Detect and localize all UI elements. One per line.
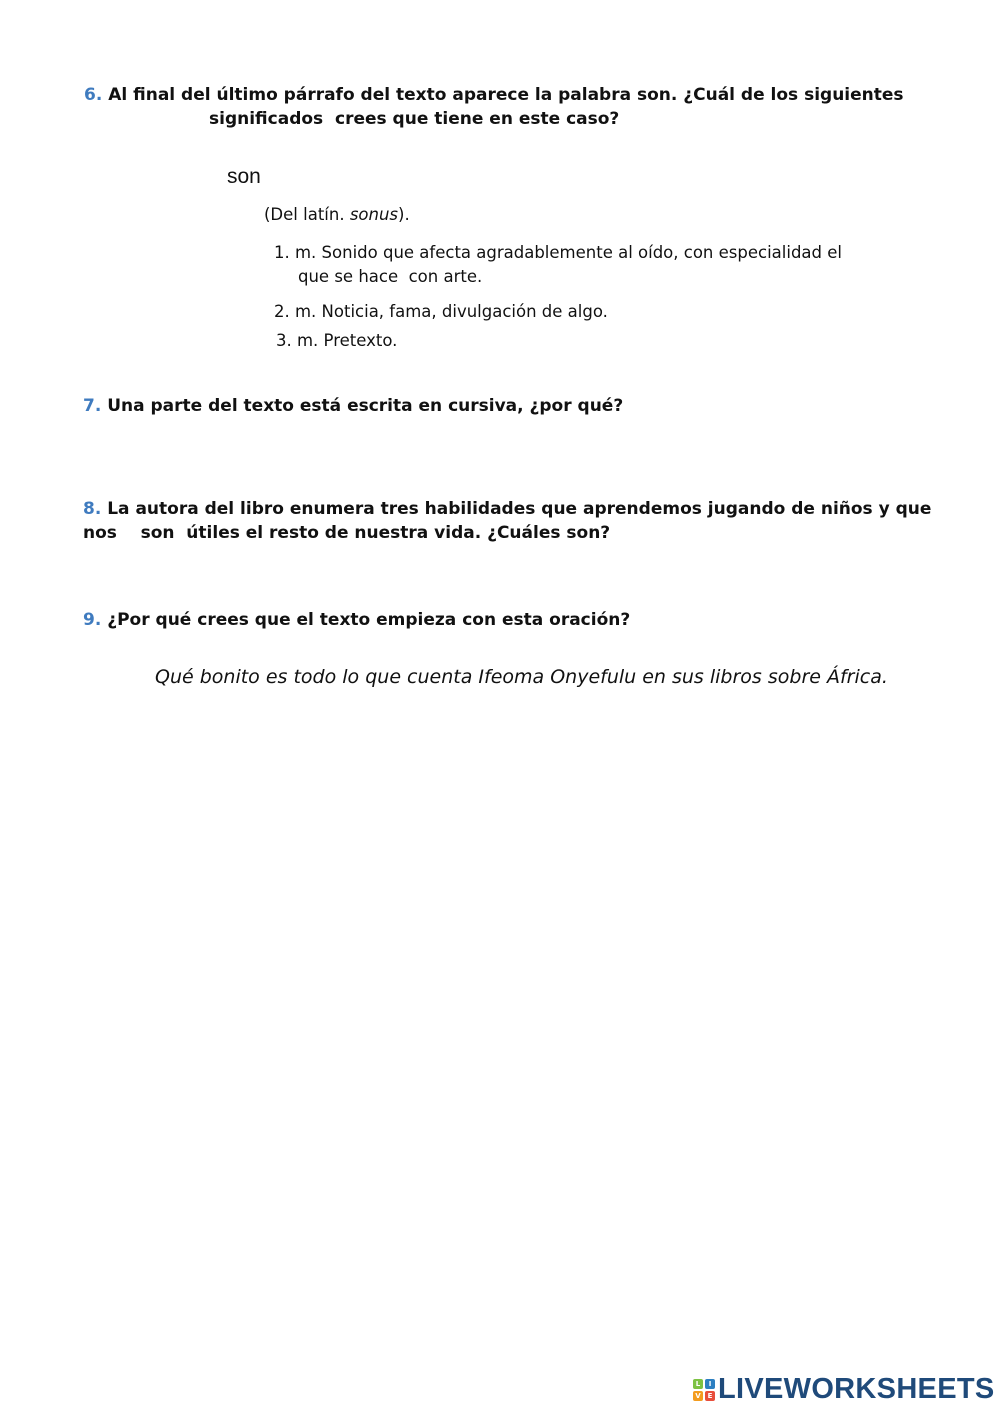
dictionary-definition-3: 3. m. Pretexto.: [276, 331, 398, 350]
dictionary-definition-1-line2: que se hace con arte.: [298, 267, 483, 286]
dictionary-definition-1-line1: 1. m. Sonido que afecta agradablemente al oído, con especialidad el: [274, 243, 842, 262]
liveworksheets-logo-icon: [693, 1379, 715, 1401]
dictionary-definition-2: 2. m. Noticia, fama, divulgación de algo.: [274, 302, 608, 321]
liveworksheets-brand: [693, 1373, 995, 1406]
logo-letter-l: L: [693, 1379, 703, 1389]
logo-letter-i: I: [705, 1379, 715, 1389]
question-7-text: Una parte del texto está escrita en cursiva, ¿por qué?: [107, 396, 624, 416]
question-9-text: ¿Por qué crees que el texto empieza con esta oración?: [107, 610, 631, 630]
logo-letter-e: E: [705, 1391, 715, 1401]
question-8-number: 8.: [83, 499, 102, 519]
dictionary-etymology: (Del latín. sonus).: [264, 205, 410, 224]
question-6-number: 6.: [84, 85, 103, 105]
dictionary-headword: son: [227, 165, 261, 188]
question-6-line2: significados crees que tiene en este caso?: [209, 109, 620, 129]
question-6-line1: 6. Al final del último párrafo del texto aparece la palabra son. ¿Cuál de los siguientes: [84, 85, 904, 105]
question-8-line2: nos son útiles el resto de nuestra vida. ¿Cuáles son?: [83, 523, 611, 543]
quote-sentence: Qué bonito es todo lo que cuenta Ifeoma Onyefulu en sus libros sobre África.: [155, 666, 888, 688]
question-9-number: 9.: [83, 610, 102, 630]
question-7-number: 7.: [83, 396, 102, 416]
liveworksheets-wordmark: LIVEWORKSHEETS: [718, 1373, 995, 1405]
logo-letter-v: V: [693, 1391, 703, 1401]
question-8-line1: La autora del libro enumera tres habilidades que aprendemos jugando de niños y que: [107, 499, 932, 519]
